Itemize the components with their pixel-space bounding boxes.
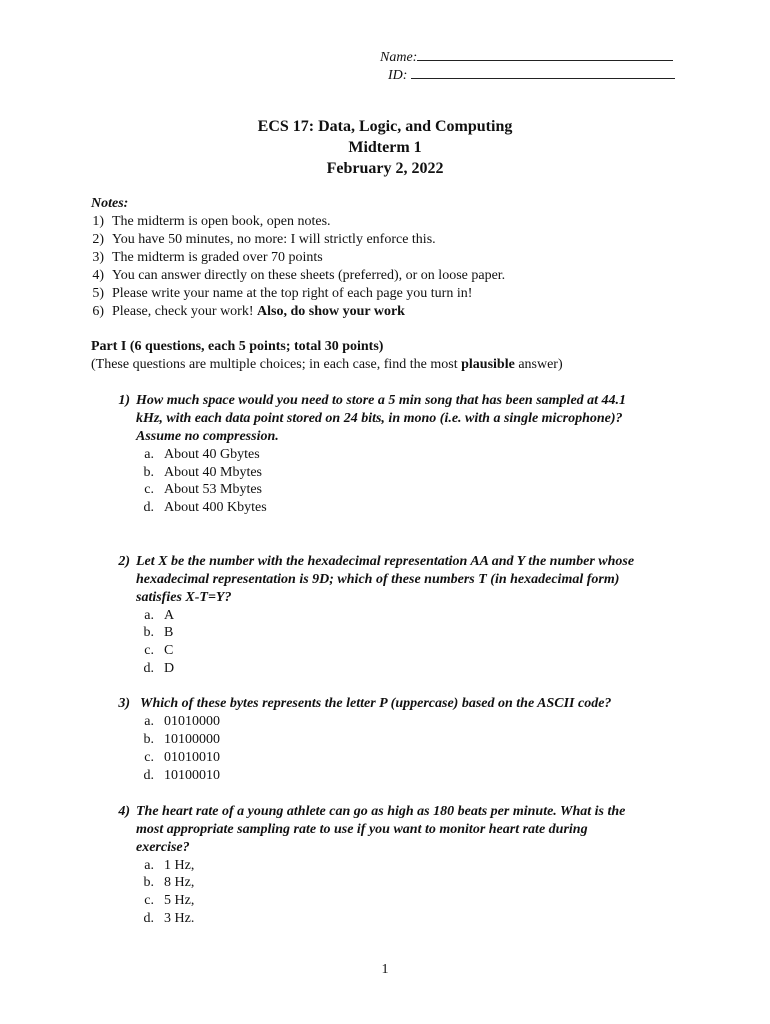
id-field bbox=[388, 66, 675, 85]
name-label: Name: bbox=[380, 50, 418, 65]
note-item: 3) The midterm is graded over 70 points bbox=[92, 250, 323, 265]
notes-heading: Notes: bbox=[91, 196, 129, 211]
part1-instructions: (These questions are multiple choices; in each case, find the most plausible answer) bbox=[91, 357, 563, 372]
name-blank bbox=[417, 48, 673, 61]
option: b. 10100000 bbox=[143, 732, 220, 747]
option: a. 01010000 bbox=[144, 714, 220, 729]
option: d. About 400 Kbytes bbox=[143, 500, 267, 515]
option: c. About 53 Mbytes bbox=[144, 482, 262, 497]
part1-heading: Part I (6 questions, each 5 points; total 30 points) bbox=[91, 339, 384, 354]
note-item: 6) Please, check your work! Also, do show your work bbox=[92, 304, 405, 319]
option: b. About 40 Mbytes bbox=[143, 465, 262, 480]
question-1-line: Assume no compression. bbox=[136, 429, 279, 444]
exam-title: Midterm 1 bbox=[348, 139, 422, 156]
id-blank bbox=[411, 66, 675, 79]
question-4-line: most appropriate sampling rate to use if you want to monitor heart rate during bbox=[136, 822, 588, 837]
option: a. 1 Hz, bbox=[144, 858, 195, 873]
note-item: 5) Please write your name at the top right of each page you turn in! bbox=[92, 286, 473, 301]
note-item: 2) You have 50 minutes, no more: I will strictly enforce this. bbox=[92, 232, 436, 247]
note-item: 4) You can answer directly on these sheets (preferred), or on loose paper. bbox=[92, 268, 506, 283]
option: c. C bbox=[144, 643, 174, 658]
page-number: 1 bbox=[381, 962, 389, 977]
question-1-line: kHz, with each data point stored on 24 bits, in mono (i.e. with a single microphone)? bbox=[136, 411, 623, 426]
option: b. 8 Hz, bbox=[143, 875, 195, 890]
option: d. D bbox=[143, 661, 175, 676]
option: a. A bbox=[144, 608, 175, 623]
show-work-emphasis: Also, do show your work bbox=[257, 304, 405, 319]
exam-date: February 2, 2022 bbox=[326, 160, 444, 177]
option: c. 5 Hz, bbox=[144, 893, 195, 908]
option: b. B bbox=[143, 625, 174, 640]
name-field bbox=[380, 48, 673, 67]
question-2: 2) Let X be the number with the hexadecimal representation AA and Y the number whose bbox=[118, 554, 635, 569]
question-2-line: hexadecimal representation is 9D; which of these numbers T (in hexadecimal form) bbox=[136, 572, 620, 587]
course-title: ECS 17: Data, Logic, and Computing bbox=[257, 118, 513, 135]
note-item: 1) The midterm is open book, open notes. bbox=[92, 214, 331, 229]
option: d. 3 Hz. bbox=[143, 911, 195, 926]
question-1: 1) How much space would you need to store a 5 min song that has been sampled at 44.1 bbox=[118, 393, 627, 408]
question-3: 3) Which of these bytes represents the letter P (uppercase) based on the ASCII code? bbox=[118, 696, 612, 711]
option: d. 10100010 bbox=[143, 768, 220, 783]
id-label: ID: bbox=[388, 68, 408, 83]
question-4: 4) The heart rate of a young athlete can go as high as 180 beats per minute. What is the bbox=[118, 804, 626, 819]
option: c. 01010010 bbox=[144, 750, 220, 765]
question-4-line: exercise? bbox=[136, 840, 190, 855]
question-2-line: satisfies X-T=Y? bbox=[136, 590, 232, 605]
option: a. About 40 Gbytes bbox=[144, 447, 260, 462]
